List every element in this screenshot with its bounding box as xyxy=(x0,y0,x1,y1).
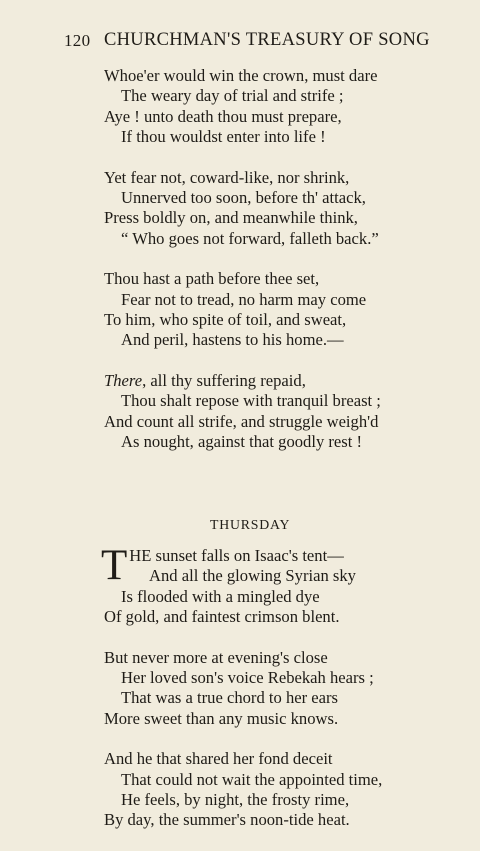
stanza-1 xyxy=(104,66,444,148)
poem-line: As nought, against that goodly rest ! xyxy=(121,432,363,452)
stanza-5 xyxy=(101,541,444,628)
poem-line: And peril, hastens to his home.— xyxy=(121,330,344,350)
poem-line: And all the glowing Syrian sky xyxy=(149,566,356,586)
poem-line xyxy=(104,371,444,391)
poem-line: Unnerved too soon, before th' attack, xyxy=(121,188,366,208)
emphasized-word: There xyxy=(104,370,143,390)
stanza-4 xyxy=(104,371,444,453)
stanza-3 xyxy=(104,269,444,351)
poem-line: But never more at evening's close xyxy=(104,647,328,667)
poem-line: That could not wait the appointed time, xyxy=(121,769,383,789)
poem-line: That was a true chord to her ears xyxy=(121,688,339,708)
poem-line: Press boldly on, and meanwhile think, xyxy=(104,208,358,228)
poem-line: Of gold, and faintest crimson blent. xyxy=(104,607,340,627)
stanza-6 xyxy=(104,648,444,730)
poem-line: Fear not to tread, no harm may come xyxy=(121,289,367,309)
poem-line: He feels, by night, the frosty rime, xyxy=(121,789,350,809)
poem-line: Is flooded with a mingled dye xyxy=(121,586,320,606)
poem-line: Thou shalt repose with tranquil breast ; xyxy=(121,391,381,411)
page-header xyxy=(64,30,450,56)
poem-line: By day, the summer's noon-tide heat. xyxy=(104,810,350,830)
poem-line: Aye ! unto death thou must prepare, xyxy=(104,106,342,126)
section-title: THURSDAY xyxy=(210,516,291,532)
poem-line: HE sunset falls on Isaac's tent— xyxy=(129,545,344,565)
poem-line: “ Who goes not forward, falleth back.” xyxy=(121,228,379,248)
poem-line: Yet fear not, coward-like, nor shrink, xyxy=(104,167,350,187)
poem-line: The weary day of trial and strife ; xyxy=(121,86,344,106)
stanza-2 xyxy=(104,168,444,250)
poem-line-rest: , all thy suffering repaid, xyxy=(142,370,306,390)
page-content xyxy=(101,66,444,851)
poem-line: More sweet than any music knows. xyxy=(104,708,339,728)
poem-line: Thou hast a path before thee set, xyxy=(104,269,320,289)
poem-line: Whoe'er would win the crown, must dare xyxy=(104,66,378,85)
poem-line: And he that shared her fond deceit xyxy=(104,749,333,769)
page-number: 120 xyxy=(64,31,91,50)
stanza-7 xyxy=(104,749,444,831)
drop-cap: T xyxy=(101,541,128,589)
poem-line: Her loved son's voice Rebekah hears ; xyxy=(121,667,374,687)
poem-line: To him, who spite of toil, and sweat, xyxy=(104,310,347,330)
poem-line: If thou wouldst enter into life ! xyxy=(121,127,326,147)
running-title: CHURCHMAN'S TREASURY OF SONG xyxy=(104,30,430,50)
poem-line: And count all strife, and struggle weigh'd xyxy=(104,411,379,431)
